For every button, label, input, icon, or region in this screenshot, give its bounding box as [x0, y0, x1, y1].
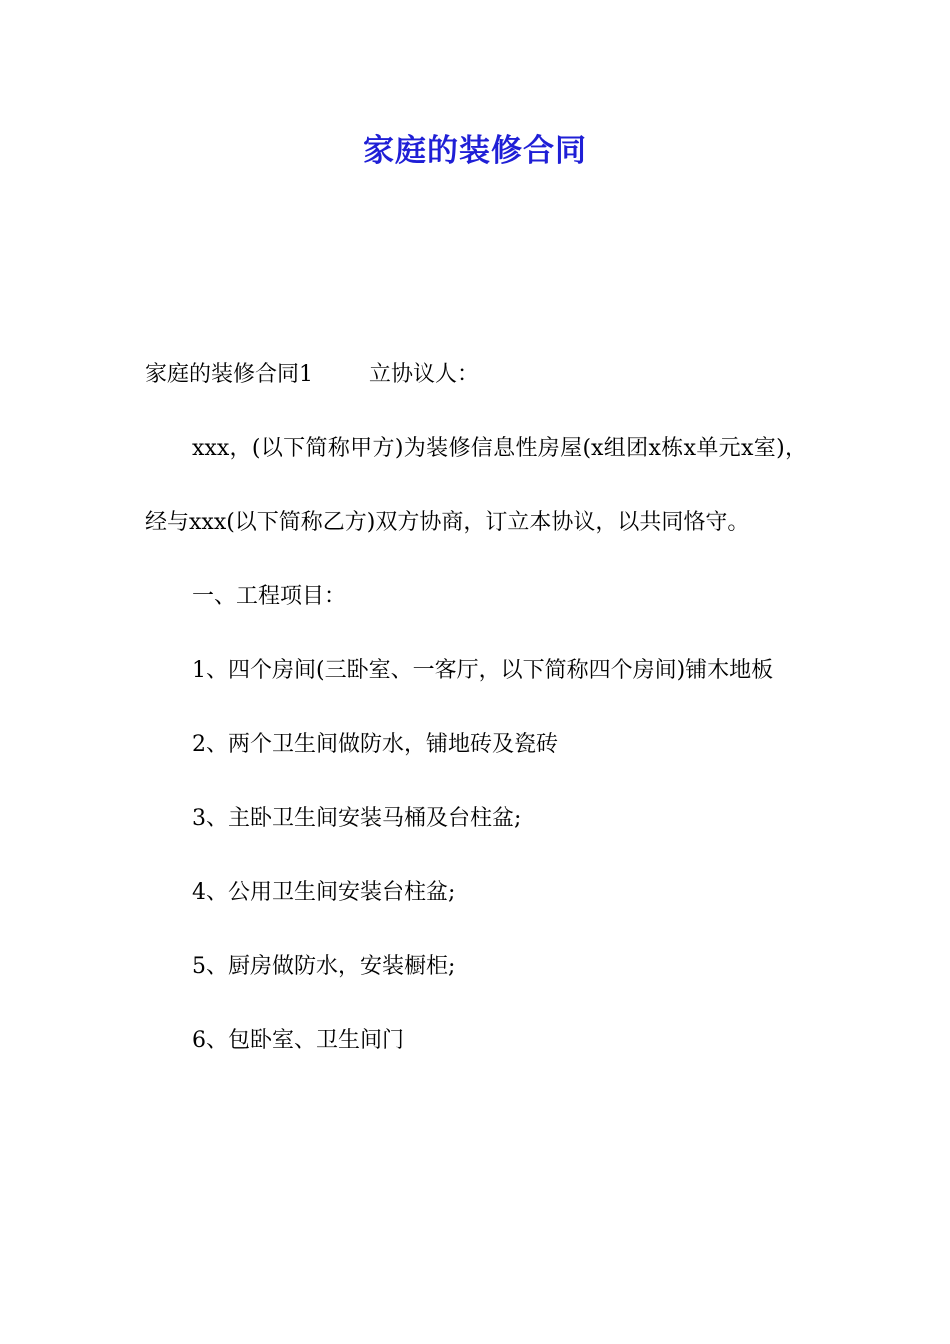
parties-label: 立协议人：: [369, 362, 480, 387]
document-title: 家庭的装修合同: [363, 133, 587, 169]
paragraph-item-5: 5、厨房做防水，安装橱柜;: [192, 954, 456, 979]
paragraph-intro: xxx，(以下简称甲方)为装修信息性房屋(x组团x栋x单元x室)，经与xxx(以下简称乙方)双方协商，订立本协议，以共同恪守。: [145, 436, 807, 535]
paragraph-item-3: 3、主卧卫生间安装马桶及台柱盆;: [192, 806, 522, 831]
section-heading: 家庭的装修合同1: [145, 362, 313, 387]
paragraph-project-heading: 一、工程项目：: [192, 584, 347, 609]
paragraph-item-4: 4、公用卫生间安装台柱盆;: [192, 880, 456, 905]
section-heading-line: [145, 338, 807, 412]
paragraph-item-1: 1、四个房间(三卧室、一客厅，以下简称四个房间)铺木地板: [192, 658, 774, 683]
paragraph-item-2: 2、两个卫生间做防水，铺地砖及瓷砖: [192, 732, 558, 757]
document-body: [145, 338, 807, 1078]
paragraph-item-6: 6、包卧室、卫生间门: [192, 1028, 404, 1053]
